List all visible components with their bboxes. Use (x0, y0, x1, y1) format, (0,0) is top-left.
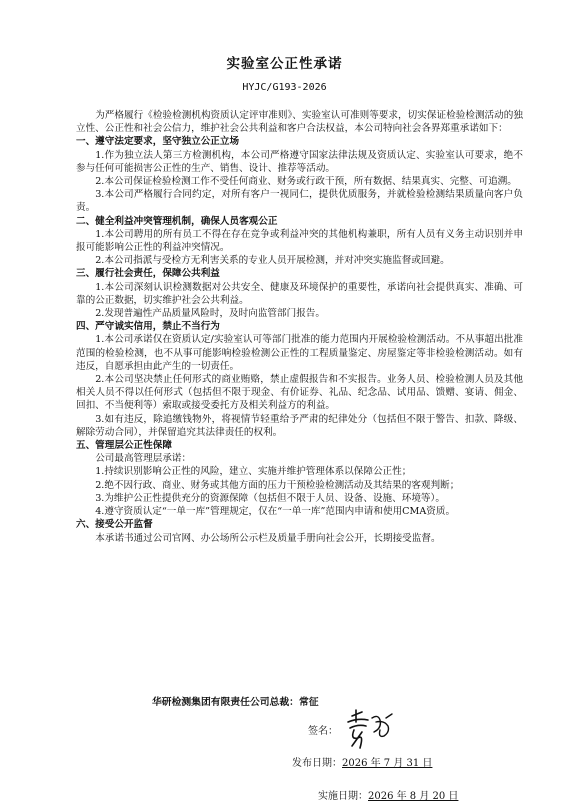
section-item: 公司最高管理层承诺： (95, 453, 192, 465)
publish-date-value: 2026 年 7 月 31 日 (342, 758, 433, 769)
section-item: 1.持续识别影响公正性的风险，建立、实施并维护管理体系以保障公正性； (95, 466, 412, 478)
effective-date-value: 2026 年 8 月 20 日 (368, 791, 459, 802)
company-signatory-line: 华研检测集团有限责任公司总裁：常征 (152, 697, 319, 708)
section-2 (76, 215, 523, 268)
effective-date-label: 实施日期： (318, 791, 368, 802)
section-5 (76, 439, 523, 518)
publish-date-label: 发布日期： (292, 758, 342, 769)
section-item: 3.如有违反，除追缴钱物外，将视情节轻重给予严肃的纪律处分（包括但不限于警告、扣款、降级、解除劳动合同），并保留追究其法律责任的权利。 (76, 413, 523, 438)
signature-label: 签名： (308, 726, 338, 737)
section-item: 1.本公司深刻认识检测数据对公共安全、健康及环境保护的重要性，承诺向社会提供真实、准确、可靠的公正数据，切实维护社会公共利益。 (76, 281, 523, 306)
section-6 (76, 518, 523, 544)
section-heading: 六、接受公开监督 (76, 519, 153, 531)
section-item: 2.绝不因行政、商业、财务或其他方面的压力干预检验检测活动及其结果的客观判断； (95, 479, 460, 491)
document-code: HYJC/G193-2026 (242, 82, 327, 93)
section-item: 2.本公司指派与受检方无利害关系的专业人员开展检测，并对冲突实施监督或回避。 (95, 255, 450, 267)
section-item: 3.为维护公正性提供充分的资源保障（包括但不限于人员、设备、设施、环境等）。 (95, 492, 445, 504)
section-heading: 四、严守诚实信用，禁止不当行为 (76, 321, 220, 333)
publish-date-row (292, 754, 432, 769)
section-item: 1.作为独立法人第三方检测机构，本公司严格遵守国家法律法规及资质认定、实验室认可要求，绝不参与任何可能损害公正性的生产、销售、设计、推荐等活动。 (76, 149, 523, 174)
intro-paragraph: 为严格履行《检验检测机构资质认定评审准则》、实验室认可准则等要求，切实保证检验检测活动的独立性、公正性和社会公信力，维护社会公共利益和客户合法权益，本公司特向社会各界郑重承诺如下： (76, 110, 523, 135)
section-item: 2.发现普遍性产品质量风险时，及时向监管部门报告。 (95, 308, 325, 320)
section-item: 2.本公司保证检验检测工作不受任何商业、财务或行政干预，所有数据、结果真实、完整、可追溯。 (95, 176, 517, 188)
section-item: 本承诺书通过公司官网、办公场所公示栏及质量手册向社会公开，长期接受监督。 (95, 532, 441, 544)
document-body (76, 109, 523, 545)
handwritten-signature (344, 708, 404, 752)
effective-date-row (318, 787, 458, 802)
section-item: 2.本公司坚决禁止任何形式的商业贿赂，禁止虚假报告和不实报告。业务人员、检验检测人员及其他相关人员不得以任何形式（包括但不限于现金、有价证券、礼品、纪念品、试用品、馈赠、宴请、佣金、回扣、不当便利等）索取或接受委托方及相关利益方的利益。 (76, 374, 523, 412)
section-heading: 二、健全利益冲突管理机制，确保人员客观公正 (76, 215, 278, 227)
section-3 (76, 267, 523, 320)
signature-block (292, 712, 452, 748)
section-heading: 三、履行社会责任，保障公共利益 (76, 268, 220, 280)
section-heading: 一、遵守法定要求，坚守独立公正立场 (76, 136, 240, 148)
section-item: 3.本公司严格履行合同约定，对所有客户一视同仁，提供优质服务，并就检验检测结果质量向客户负责。 (76, 189, 523, 214)
section-item: 1.本公司承诺仅在资质认定/实验室认可等部门批准的能力范围内开展检验检测活动。不从事超出批准范围的检验检测，也不从事可能影响检验检测公正性的工程质量鉴定、房屋鉴定等非检验检测活动。如有违反，自愿承担由此产生的一切责任。 (76, 334, 523, 372)
section-item: 1.本公司聘用的所有员工不得在存在竞争或利益冲突的其他机构兼职，所有人员有义务主动识别并申报可能影响公正性的利益冲突情况。 (76, 228, 523, 254)
section-1 (76, 135, 523, 214)
section-heading: 五、管理层公正性保障 (76, 440, 172, 452)
document-title: 实验室公正性承诺 (226, 56, 343, 72)
section-4 (76, 320, 523, 439)
section-item: 4.遵守资质认定“一单一库”管理规定，仅在“一单一库”范围内申请和使用CMA资质。 (95, 506, 456, 518)
